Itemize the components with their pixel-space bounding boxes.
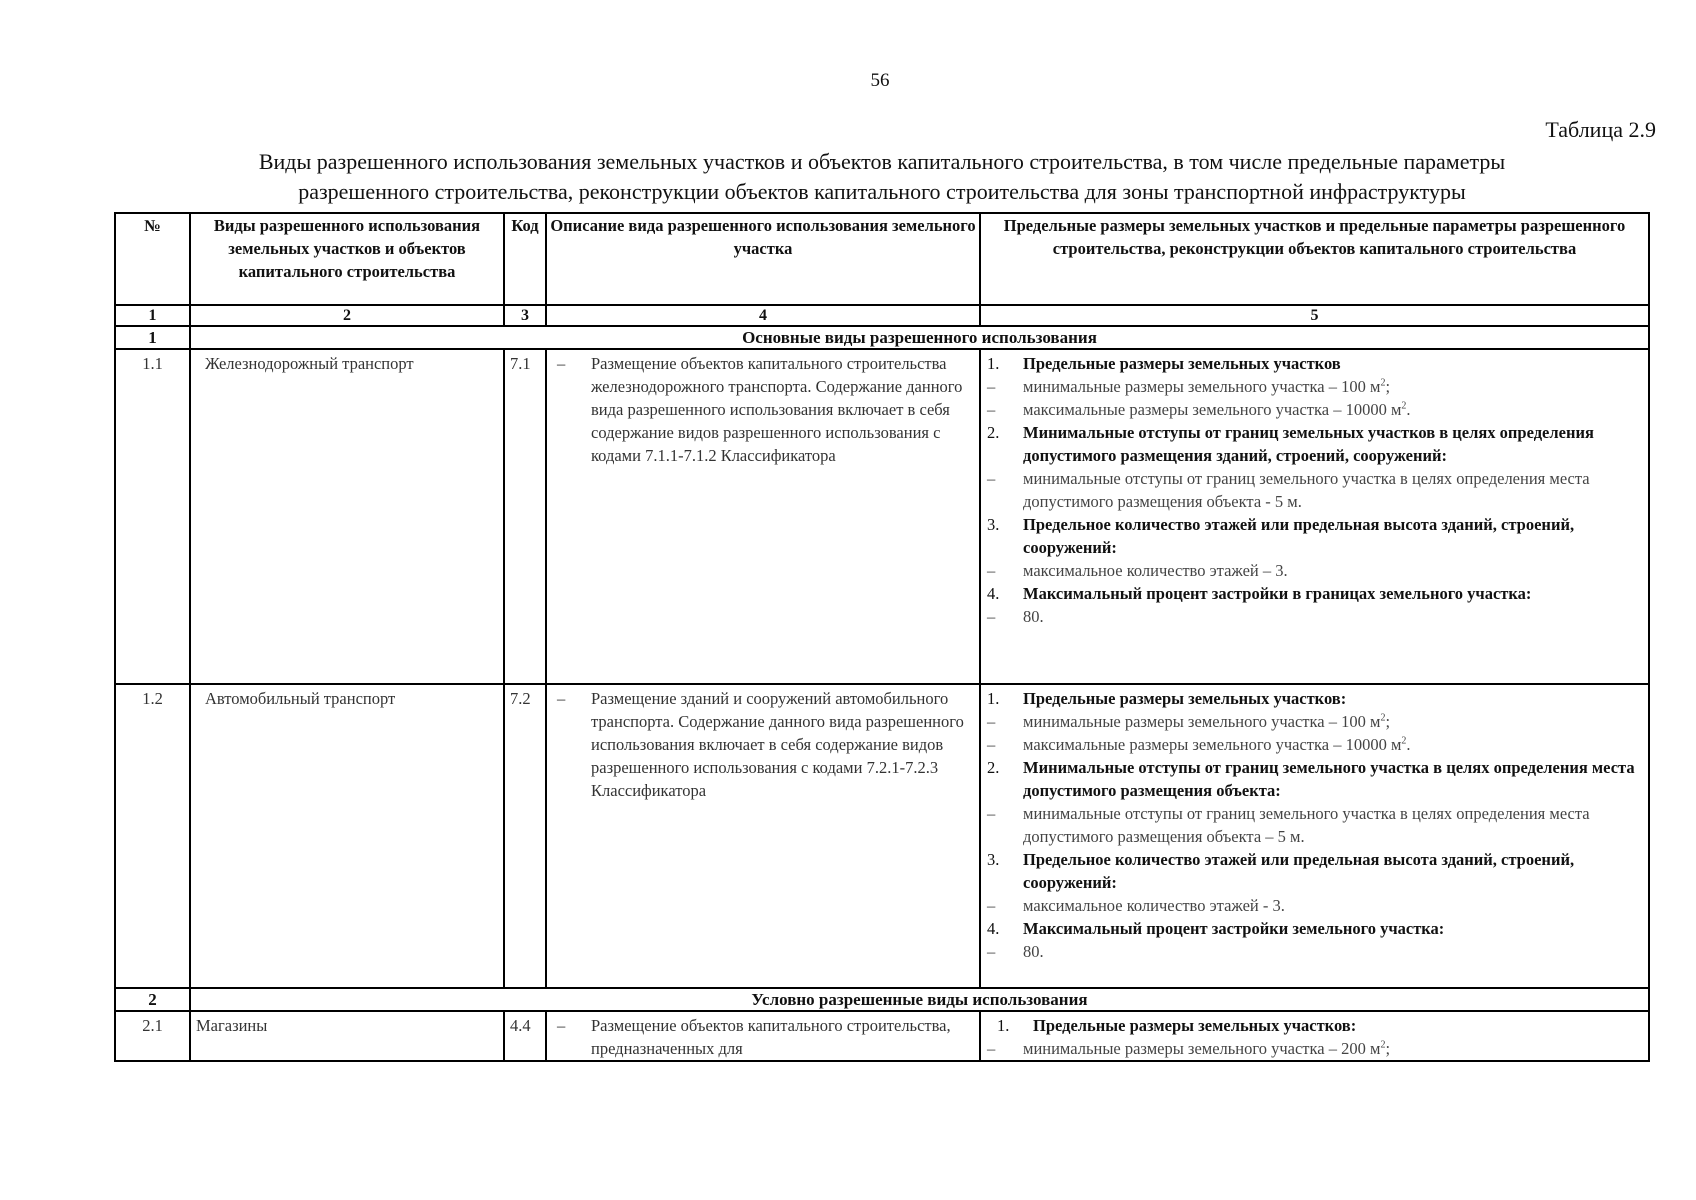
param-marker: – <box>987 804 996 823</box>
param-text: максимальные размеры земельного участка – 10000 $м^2$. <box>1023 735 1411 754</box>
row-number: 1.1 <box>115 349 190 684</box>
header-name: Виды разрешенного использования земельных участков и объектов капитального строительства <box>190 213 504 305</box>
param-marker: – <box>987 377 996 396</box>
param-heading <box>987 687 1642 710</box>
caption-line-1: Виды разрешенного использования земельных участков и объектов капитального строительства, в том числе предельные параметры <box>258 149 1506 174</box>
param-text: Максимальный процент застройки земельного участка: <box>1023 919 1445 938</box>
description-text: Размещение объектов капитального строительства железнодорожного транспорта. Содержание данного вида разрешенного использования включает в себя содержание видов разрешенного использования с кодами 7.1.1-7.1.2 Классификатора <box>591 354 963 465</box>
param-marker: 4. <box>987 919 1000 938</box>
table-caption <box>114 147 1650 207</box>
param-marker: – <box>987 469 996 488</box>
column-number-row <box>115 305 1649 326</box>
param-item <box>987 467 1642 513</box>
param-text: Минимальные отступы от границ земельных участков в целях определения допустимого размещения зданий, строений, сооружений: <box>1023 423 1594 465</box>
param-item <box>987 605 1642 628</box>
row-parameters <box>980 1011 1649 1061</box>
param-item <box>987 802 1642 848</box>
param-text: Максимальный процент застройки в границах земельного участка: <box>1023 584 1532 603</box>
param-marker: – <box>987 735 996 754</box>
table-row <box>115 684 1649 988</box>
param-heading <box>987 756 1642 802</box>
param-marker: – <box>987 561 996 580</box>
row-parameters <box>980 684 1649 988</box>
param-marker: – <box>987 896 996 915</box>
col-number: 5 <box>980 305 1649 326</box>
param-marker: – <box>987 1039 996 1058</box>
param-heading <box>987 848 1642 894</box>
description-text: Размещение объектов капитального строительства, предназначенных для <box>591 1016 951 1058</box>
section-title: Основные виды разрешенного использования <box>190 326 1649 349</box>
header-desc: Описание вида разрешенного использования земельного участка <box>546 213 980 305</box>
param-item <box>987 733 1642 756</box>
param-item <box>987 710 1642 733</box>
param-marker: 4. <box>987 584 1000 603</box>
col-number: 4 <box>546 305 980 326</box>
param-text: максимальные размеры земельного участка – 10000 $м^2$. <box>1023 400 1411 419</box>
row-code: 4.4 <box>504 1011 546 1061</box>
param-heading <box>987 421 1642 467</box>
page-number: 56 <box>870 70 890 91</box>
param-text: 80. <box>1023 942 1044 961</box>
param-marker: 3. <box>987 515 1000 534</box>
param-item <box>987 559 1642 582</box>
param-marker: 2. <box>987 758 1000 777</box>
section-row <box>115 988 1649 1011</box>
table-label: Таблица 2.9 <box>1545 117 1656 142</box>
param-heading <box>987 352 1642 375</box>
param-marker: – <box>987 712 996 731</box>
caption-line-2: разрешенного строительства, реконструкции объектов капитального строительства для зоны транспортной инфраструктуры <box>298 179 1466 204</box>
dash-marker: – <box>557 689 566 708</box>
header-code: Код <box>504 213 546 305</box>
row-parameters <box>980 349 1649 684</box>
description-text: Размещение зданий и сооружений автомобильного транспорта. Содержание данного вида разрешенного использования включает в себя содержание видов разрешенного использования с кодами 7.2.1-7.2.3 Классификатора <box>591 689 964 800</box>
land-use-table <box>114 212 1650 1062</box>
row-code: 7.2 <box>504 684 546 988</box>
param-text: Предельное количество этажей или предельная высота зданий, строений, сооружений: <box>1023 850 1575 892</box>
param-marker: 1. <box>987 689 1000 708</box>
param-marker: 2. <box>987 423 1000 442</box>
param-heading <box>987 582 1642 605</box>
param-marker: 1. <box>997 1016 1010 1035</box>
section-row <box>115 326 1649 349</box>
param-heading <box>987 513 1642 559</box>
table-row <box>115 1011 1649 1061</box>
param-text: минимальные отступы от границ земельного участка в целях определения места допустимого размещения объекта - 5 м. <box>1023 469 1590 511</box>
row-number: 2.1 <box>115 1011 190 1061</box>
row-number: 1.2 <box>115 684 190 988</box>
param-text: Предельное количество этажей или предельная высота зданий, строений, сооружений: <box>1023 515 1575 557</box>
row-use-type: Магазины <box>190 1011 504 1061</box>
param-heading <box>987 1014 1642 1037</box>
col-number: 3 <box>504 305 546 326</box>
param-text: Предельные размеры земельных участков: <box>1033 1016 1357 1035</box>
param-text: Минимальные отступы от границ земельного участка в целях определения места допустимого размещения объекта: <box>1023 758 1635 800</box>
section-number: 2 <box>115 988 190 1011</box>
param-item <box>987 894 1642 917</box>
param-text: максимальное количество этажей – 3. <box>1023 561 1288 580</box>
col-number: 2 <box>190 305 504 326</box>
param-text: минимальные размеры земельного участка – 200 $м^2$; <box>1023 1039 1391 1058</box>
param-item <box>987 1037 1642 1060</box>
dash-marker: – <box>557 1016 566 1035</box>
dash-marker: – <box>557 354 566 373</box>
row-code: 7.1 <box>504 349 546 684</box>
col-number: 1 <box>115 305 190 326</box>
param-marker: 3. <box>987 850 1000 869</box>
header-num: № <box>115 213 190 305</box>
param-marker: – <box>987 942 996 961</box>
section-title: Условно разрешенные виды использования <box>190 988 1649 1011</box>
param-item <box>987 375 1642 398</box>
section-number: 1 <box>115 326 190 349</box>
table-row <box>115 349 1649 684</box>
row-description <box>546 349 980 684</box>
param-text: максимальное количество этажей - 3. <box>1023 896 1285 915</box>
table-header-row <box>115 213 1649 305</box>
param-heading <box>987 917 1642 940</box>
row-use-type: Железнодорожный транспорт <box>190 349 504 684</box>
param-marker: – <box>987 400 996 419</box>
param-text: минимальные размеры земельного участка – 100 $м^2$; <box>1023 377 1391 396</box>
param-text: Предельные размеры земельных участков: <box>1023 689 1347 708</box>
param-item <box>987 940 1642 963</box>
param-text: минимальные отступы от границ земельного участка в целях определения места допустимого размещения объекта – 5 м. <box>1023 804 1590 846</box>
row-description <box>546 1011 980 1061</box>
param-text: Предельные размеры земельных участков <box>1023 354 1341 373</box>
param-marker: 1. <box>987 354 1000 373</box>
header-params: Предельные размеры земельных участков и предельные параметры разрешенного строительства, реконструкции объектов капитального строительства <box>980 213 1649 305</box>
param-item <box>987 398 1642 421</box>
param-text: минимальные размеры земельного участка – 100 $м^2$; <box>1023 712 1391 731</box>
param-text: 80. <box>1023 607 1044 626</box>
param-marker: – <box>987 607 996 626</box>
row-description <box>546 684 980 988</box>
row-use-type: Автомобильный транспорт <box>190 684 504 988</box>
